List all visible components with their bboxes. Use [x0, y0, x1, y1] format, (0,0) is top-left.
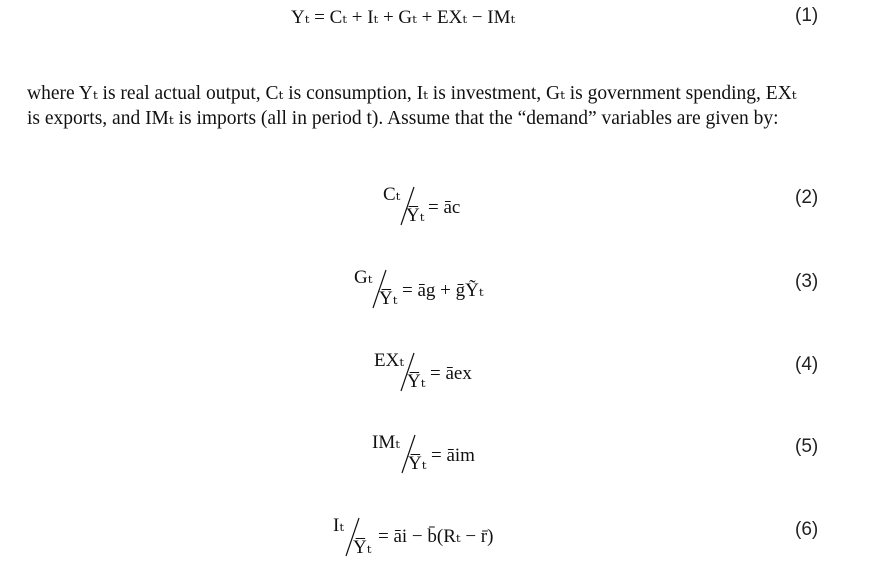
equation-1-number: (1): [795, 5, 819, 26]
equation-4: [374, 349, 574, 395]
equation-5-number: (5): [795, 436, 819, 457]
equation-1: Yₜ = Cₜ + Iₜ + Gₜ + EXₜ − IMₜ: [291, 7, 516, 28]
equation-2-rhs: = āc: [428, 197, 461, 218]
equation-2-denominator: Y̅ₜ: [406, 205, 425, 226]
body-paragraph: [27, 81, 857, 131]
equation-2-number: (2): [795, 187, 819, 208]
equation-5: [372, 431, 572, 477]
equation-2: [383, 183, 583, 229]
equation-5-rhs: = āim: [431, 445, 475, 466]
equation-5-denominator: Y̅ₜ: [408, 453, 427, 474]
equation-3-numerator: Gₜ: [354, 267, 373, 288]
equation-4-numerator: EXₜ: [374, 350, 405, 371]
equation-6-numerator: Iₜ: [333, 515, 345, 536]
equation-6: [333, 514, 593, 560]
equation-6-rhs: = āi − b̄(Rₜ − r̄): [378, 526, 494, 547]
equation-5-numerator: IMₜ: [372, 432, 400, 453]
equation-6-denominator: Y̅ₜ: [353, 537, 372, 558]
equation-4-denominator: Y̅ₜ: [407, 371, 426, 392]
equation-3-number: (3): [795, 271, 819, 292]
equation-4-number: (4): [795, 354, 819, 375]
equation-4-rhs: = āex: [430, 363, 472, 384]
equation-3: [354, 266, 574, 312]
paragraph-line-1: where Yₜ is real actual output, Cₜ is consumption, Iₜ is investment, Gₜ is government spending, EXₜ: [27, 83, 797, 104]
paragraph-line-2: is exports, and IMₜ is imports (all in period t). Assume that the “demand” variables are given by:: [27, 108, 779, 129]
equation-6-number: (6): [795, 519, 819, 540]
equation-2-numerator: Cₜ: [383, 184, 401, 205]
equation-3-denominator: Y̅ₜ: [379, 288, 398, 309]
equation-3-rhs: = āg + ḡỸₜ: [402, 280, 484, 301]
